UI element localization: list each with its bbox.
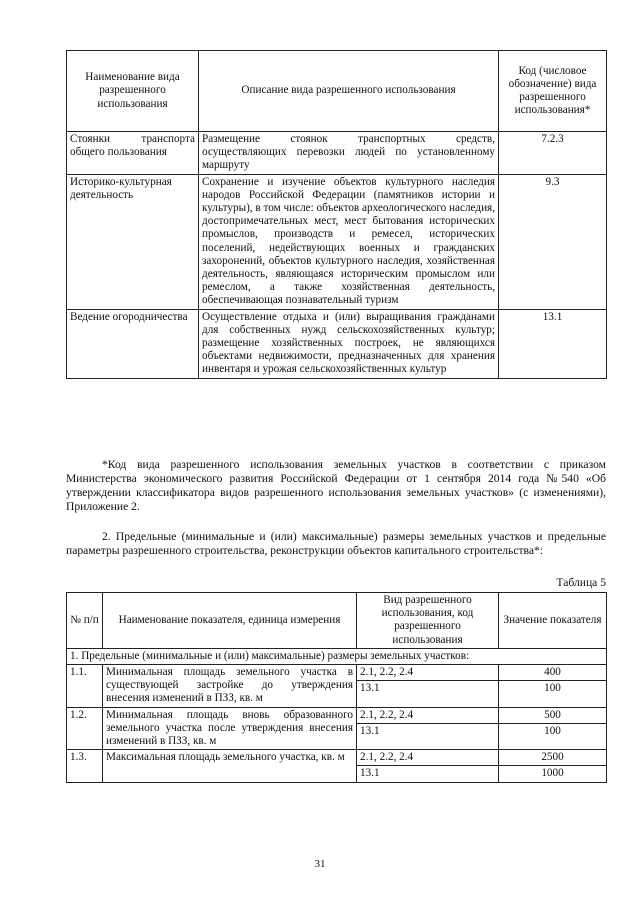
code-value: 2.1, 2.2, 2.4: [360, 708, 414, 721]
table-row: [67, 174, 607, 309]
code-value: 2.1, 2.2, 2.4: [360, 751, 414, 764]
indicator-value: 100: [499, 723, 606, 739]
table-caption: Таблица 5: [556, 576, 606, 589]
indicator-name: Максимальная площадь земельного участка, кв. м: [103, 750, 357, 782]
header-cell: Вид разрешенного использования, код разрешенного использования: [357, 593, 499, 649]
header-cell: Наименование вида разрешенного использования: [67, 51, 199, 132]
header-cell: Описание вида разрешенного использования: [199, 51, 499, 132]
codes-cell: [357, 665, 499, 708]
table-row: [67, 132, 607, 175]
row-number: 1.2.: [67, 707, 103, 750]
indicator-value: 400: [544, 666, 561, 679]
parameters-table: [66, 592, 607, 783]
use-name-cell: Историко-культурная деятельность: [67, 174, 199, 309]
header-cell: Значение показателя: [499, 593, 607, 649]
table-row: [67, 750, 607, 782]
use-code-cell: 9.3: [499, 174, 607, 309]
section-title: 1. Предельные (минимальные и (или) максимальные) размеры земельных участков:: [67, 648, 607, 664]
header-cell: № п/п: [67, 593, 103, 649]
use-description-cell: Сохранение и изучение объектов культурного наследия народов Российской Федерации (памятников истории и культуры), в том числе: объектов археологического наследия, достопримечательных мест, мест бытования исторических промыслов, производств и ремесел, исторических поселений, недействующих военных и гражданских захоронений, объектов культурного наследия, хозяйственная деятельность, являющаяся историческим промыслом или ремеслом, а также хозяйственная деятельность, обеспечивающая познавательный туризм: [199, 174, 499, 309]
use-description-cell: Осуществление отдыха и (или) выращивания гражданами для собственных нужд сельскохозяйственных культур; размещение хозяйственных построек, не являющихся объектами недвижимости, предназначенных для хранения инвентаря и урожая сельскохозяйственных культур: [199, 309, 499, 378]
page-number: 31: [314, 858, 326, 870]
values-cell: [499, 707, 607, 750]
indicator-value: 100: [499, 680, 606, 696]
use-name-cell: Стоянки транспорта общего пользования: [67, 132, 199, 175]
codes-cell: [357, 707, 499, 750]
indicator-name: Минимальная площадь вновь образованного земельного участка после утверждения внесения изменений в ПЗЗ, кв. м: [103, 707, 357, 750]
use-name-cell: Ведение огородничества: [67, 309, 199, 378]
land-use-table: [66, 50, 607, 379]
table-header-row: [67, 51, 607, 132]
use-code-cell: 7.2.3: [499, 132, 607, 175]
section-row: [67, 648, 607, 664]
codes-cell: [357, 750, 499, 782]
row-number: 1.3.: [67, 750, 103, 782]
indicator-value: 500: [544, 708, 561, 721]
table-row: [67, 707, 607, 750]
code-value: 13.1: [357, 723, 498, 739]
values-cell: [499, 665, 607, 708]
header-cell: Код (числовое обозначение) вида разрешенного использования*: [499, 51, 607, 132]
use-description-cell: Размещение стоянок транспортных средств, осуществляющих перевозки людей по установленному маршруту: [199, 132, 499, 175]
indicator-name: Минимальная площадь земельного участка в существующей застройке до утверждения внесения изменений в ПЗЗ, кв. м: [103, 665, 357, 708]
code-value: 13.1: [357, 765, 498, 781]
table-header-row: [67, 593, 607, 649]
table-row: [67, 665, 607, 708]
indicator-value: 2500: [541, 751, 564, 764]
use-code-cell: 13.1: [499, 309, 607, 378]
footnote: *Код вида разрешенного использования земельных участков в соответствии с приказом Министерства экономического развития Российской Федерации от 1 сентября 2014 года №540 «Об утверждении классификатора видов разрешенного использования земельных участков» (с изменениями), Приложение 2.: [66, 458, 606, 513]
code-value: 2.1, 2.2, 2.4: [360, 666, 414, 679]
code-value: 13.1: [357, 680, 498, 696]
row-number: 1.1.: [67, 665, 103, 708]
section-paragraph: 2. Предельные (минимальные и (или) максимальные) размеры земельных участков и предельные параметры разрешенного строительства, реконструкции объектов капитального строительства*:: [66, 530, 606, 557]
table-row: [67, 309, 607, 378]
indicator-value: 1000: [499, 765, 606, 781]
header-cell: Наименование показателя, единица измерения: [103, 593, 357, 649]
values-cell: [499, 750, 607, 782]
